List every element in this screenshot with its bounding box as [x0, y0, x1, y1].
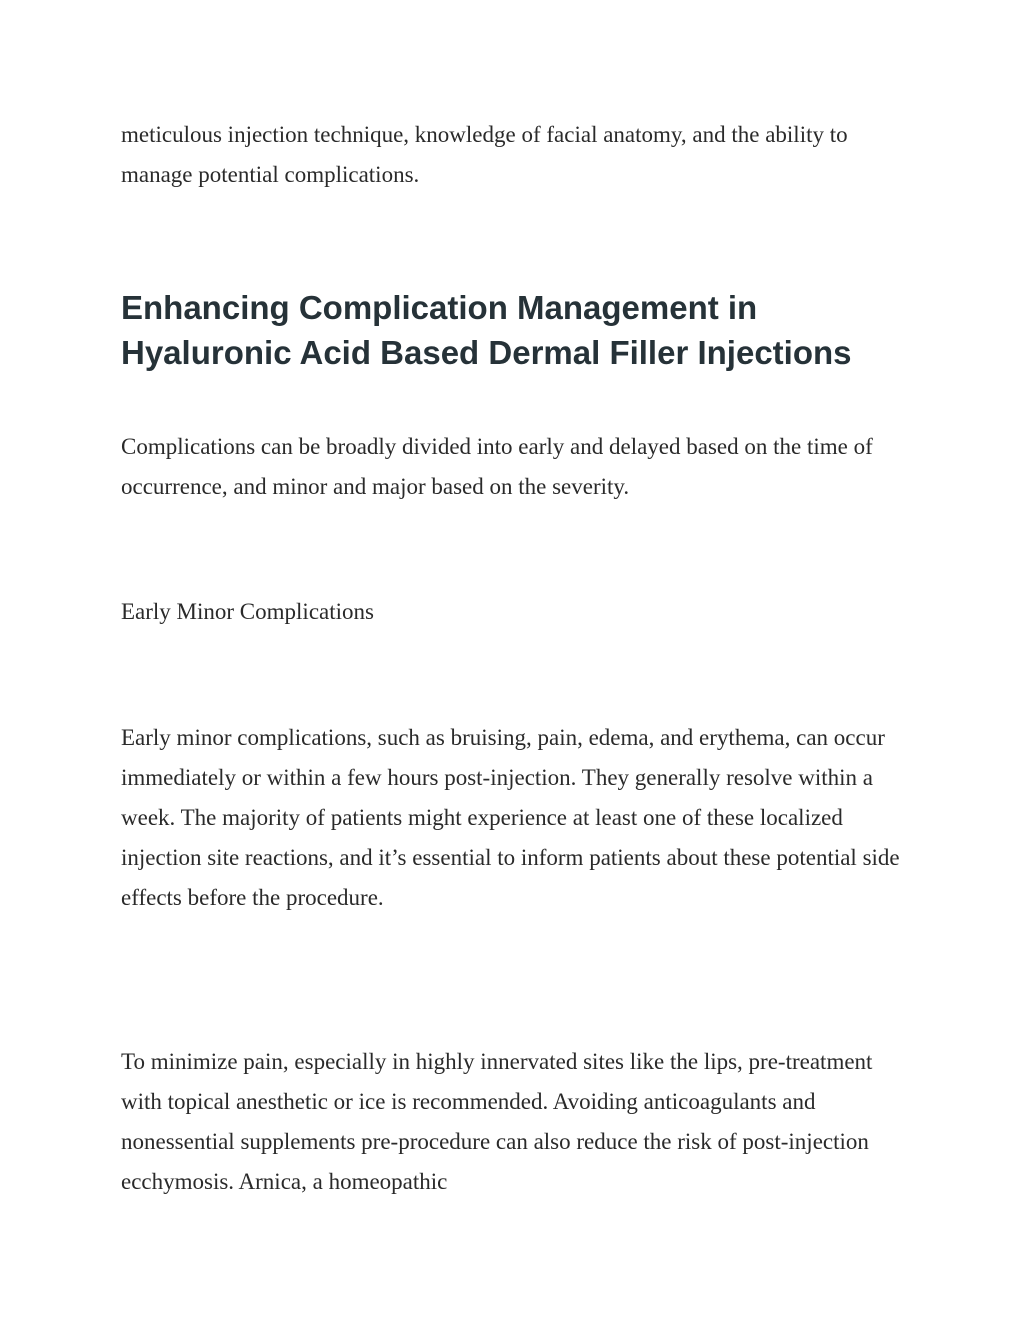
paragraph-complication-classes: Complications can be broadly divided into early and delayed based on the time of occurrence, and minor and major based on the severity.: [121, 434, 873, 499]
subheading-early-minor: Early Minor Complications: [121, 599, 374, 624]
section-heading: Enhancing Complication Management in Hyaluronic Acid Based Dermal Filler Injections: [121, 289, 852, 371]
paragraph-pain-minimization: To minimize pain, especially in highly innervated sites like the lips, pre-treatment with topical anesthetic or ice is recommended. Avoiding anticoagulants and nonessential supplements pre-procedure can also reduce the risk of post-injection ecchymosis. Arnica, a homeopathic: [121, 1049, 873, 1194]
paragraph-early-minor-details: Early minor complications, such as bruising, pain, edema, and erythema, can occur immediately or within a few hours post-injection. They generally resolve within a week. The majority of patients might experience at least one of these localized injection site reactions, and it’s essential to inform patients about these potential side effects before the procedure.: [121, 725, 900, 910]
paragraph-intro-continuation: meticulous injection technique, knowledge of facial anatomy, and the ability to manage potential complications.: [121, 122, 848, 187]
